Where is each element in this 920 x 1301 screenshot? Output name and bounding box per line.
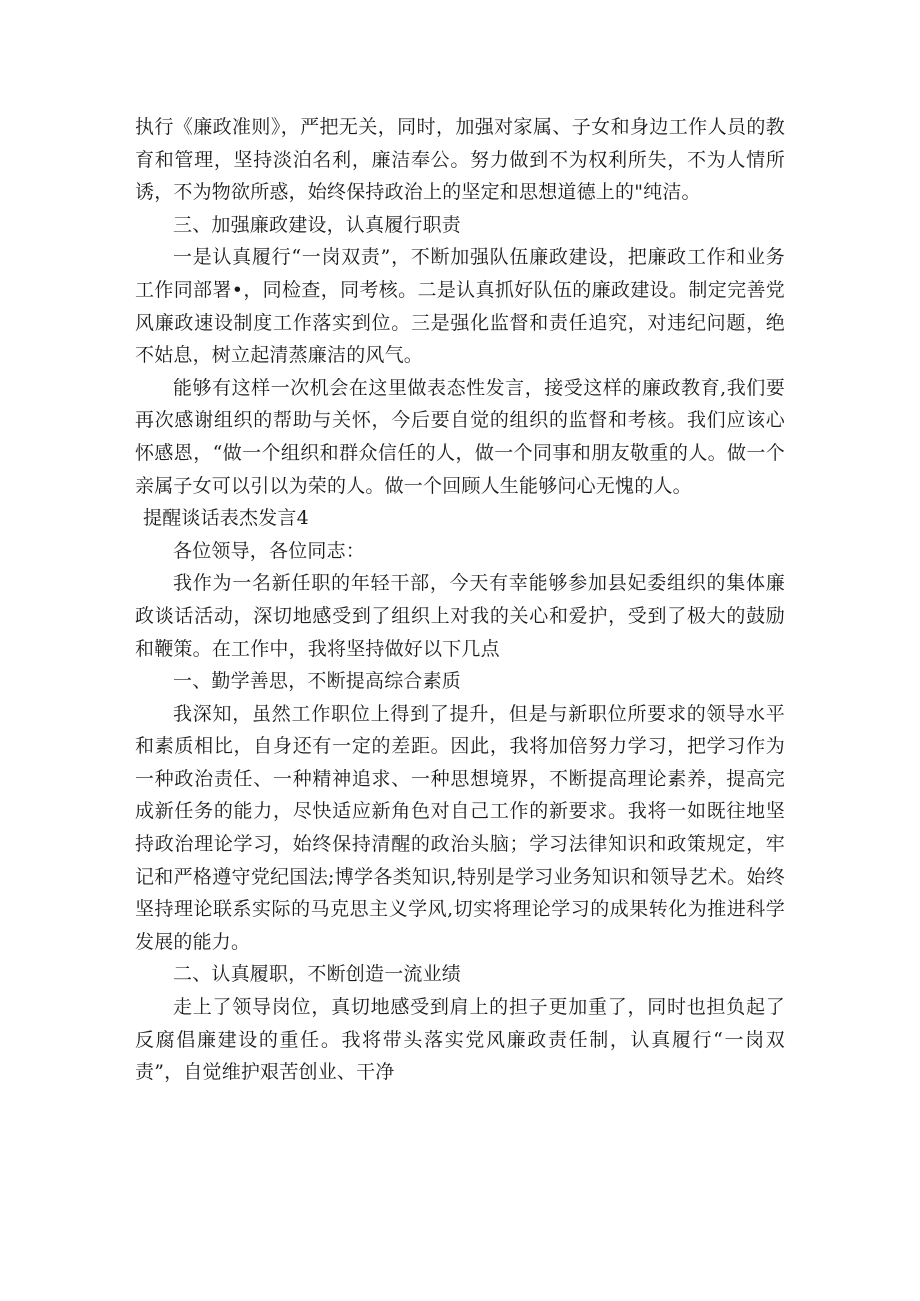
paragraph-intro: 我作为一名新任职的年轻干部，今天有幸能够参加县妃委组织的集体廉政谈话活动，深切地感受到了组织上对我的关心和爱护，受到了极大的鼓励和鞭策。在工作中，我将坚持做好以下几点 <box>135 572 785 660</box>
paragraph-study: 我深知，虽然工作职位上得到了提升，但是与新职位所要求的领导水平和素质相比，自身还有一定的差距。因此，我将加倍努力学习，把学习作为一种政治责任、一种精神追求、一种思想境界，不断提高理论素养，提高完成新任务的能力，尽快适应新角色对自己工作的新要求。我将一如既往地坚持政治理论学习，始终保持清醒的政治头脑；学习法律知识和政策规定，牢记和严格遵守党纪国法;博学各类知识,特别是学习业务知识和领导艺术。始终坚持理论联系实际的马克思主义学风,切实将理论学习的成果转化为推进科学发展的能力。 <box>135 702 785 953</box>
paragraph-integrity: 执行《廉政准则》，严把无关，同时，加强对家属、子女和身边工作人员的教育和管理，坚持淡泊名利，廉洁奉公。努力做到不为权利所失，不为人情所诱，不为物欲所惑，始终保持政治上的坚定和思想道德上的"纯洁。 <box>135 116 785 204</box>
speech-title: 提醒谈话表杰发言4 <box>143 507 309 530</box>
paragraph-gratitude: 能够有这样一次机会在这里做表态性发言，接受这样的廉政教育,我们要再次感谢组织的帮助与关怀，今后要自觉的组织的监督和考核。我们应该心怀感恩，“做一个组织和群众信任的人，做一个同事和朋友敬重的人。做一个亲属子女可以引以为荣的人。做一个回顾人生能够问心无愧的人。 <box>135 376 785 497</box>
salutation: 各位领导，各位同志： <box>173 539 366 562</box>
section-heading-three: 三、加强廉政建设，认真履行职责 <box>173 213 462 236</box>
paragraph-performance: 走上了领导岗位，真切地感受到肩上的担子更加重了，同时也担负起了反腐倡廉建设的重任。我将带头落实党风廉政责任制，认真履行“一岗双责”，自觉维护艰苦创业、干净 <box>135 996 785 1084</box>
document-body <box>135 111 785 1089</box>
paragraph-duties: 一是认真履行“一岗双责”，不断加强队伍廉政建设，把廉政工作和业务工作同部署•，同检查，同考核。二是认真抓好队伍的廉政建设。制定完善党风廉政速设制度工作落实到位。三是强化监督和责任追究，对违纪问题，绝不姑息，树立起清蒸廉洁的风气。 <box>135 246 785 367</box>
section-heading-two: 二、认真履职，不断创造一流业绩 <box>173 963 462 986</box>
section-heading-one: 一、勤学善思，不断提高综合素质 <box>173 670 462 693</box>
